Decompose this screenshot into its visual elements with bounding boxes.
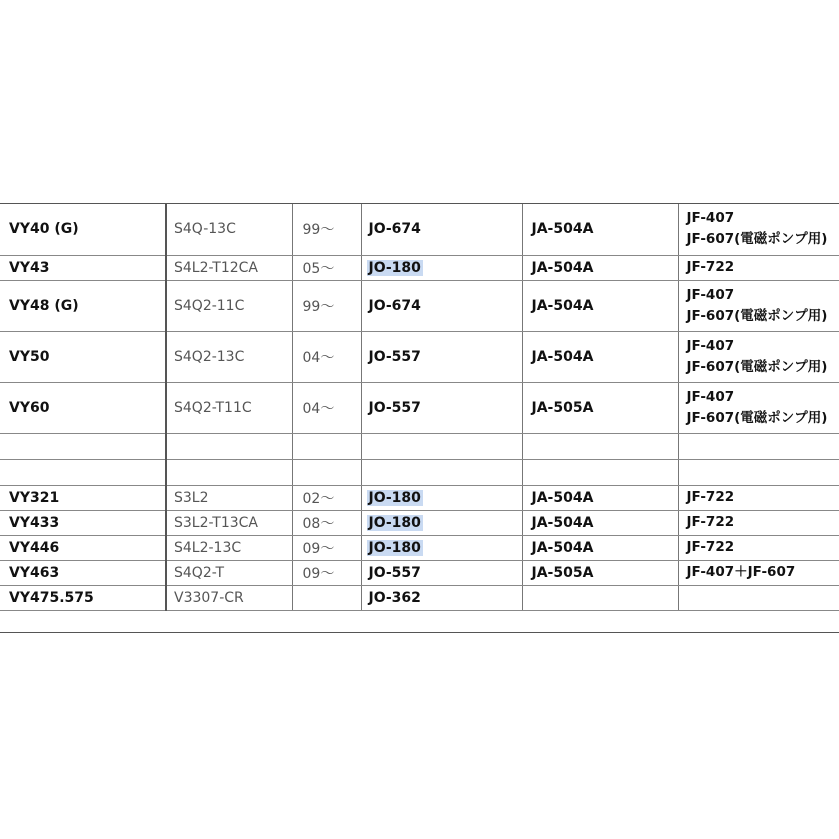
model-cell: VY321	[0, 485, 166, 510]
table-row	[0, 535, 839, 560]
oil-filter-cell	[361, 280, 522, 331]
oil-filter-code: JO-180	[368, 259, 421, 276]
model-cell	[0, 433, 166, 459]
oil-filter-cell	[361, 382, 522, 433]
oil-filter-cell	[361, 255, 522, 280]
air-filter-cell: JA-504A	[522, 535, 678, 560]
table-row	[0, 433, 839, 459]
fuel-filter-code: JF-607(電磁ポンプ用)	[686, 358, 828, 375]
oil-filter-code: JO-180	[368, 489, 421, 506]
oil-filter-code: JO-180	[368, 539, 421, 556]
table-body	[0, 204, 839, 610]
model-cell: VY50	[0, 331, 166, 382]
fuel-filter-code: JF-407＋JF-607	[686, 564, 796, 580]
engine-cell	[166, 459, 292, 485]
fuel-filter-cell	[678, 535, 839, 560]
fuel-filter-code: JF-407	[686, 286, 735, 303]
model-cell: VY463	[0, 560, 166, 585]
parts-table-sheet	[0, 203, 839, 633]
table-row	[0, 560, 839, 585]
table-row	[0, 204, 839, 255]
fuel-filter-cell	[678, 280, 839, 331]
air-filter-cell	[522, 433, 678, 459]
oil-filter-cell	[361, 485, 522, 510]
year-cell: 04～	[292, 382, 361, 433]
air-filter-cell: JA-505A	[522, 560, 678, 585]
table-row	[0, 331, 839, 382]
oil-filter-cell	[361, 510, 522, 535]
air-filter-cell: JA-504A	[522, 331, 678, 382]
air-filter-cell: JA-505A	[522, 382, 678, 433]
engine-cell: S4Q2-13C	[166, 331, 292, 382]
year-cell	[292, 585, 361, 610]
engine-cell: S4Q2-11C	[166, 280, 292, 331]
air-filter-cell: JA-504A	[522, 204, 678, 255]
engine-cell: S4L2-T12CA	[166, 255, 292, 280]
air-filter-cell: JA-504A	[522, 280, 678, 331]
oil-filter-cell	[361, 204, 522, 255]
oil-filter-cell	[361, 331, 522, 382]
table-row	[0, 485, 839, 510]
air-filter-cell: JA-504A	[522, 255, 678, 280]
model-cell: VY40 (G)	[0, 204, 166, 255]
oil-filter-cell	[361, 585, 522, 610]
fuel-filter-code: JF-722	[686, 489, 735, 505]
fuel-filter-code: JF-722	[686, 259, 735, 275]
oil-filter-cell	[361, 560, 522, 585]
year-cell	[292, 433, 361, 459]
oil-filter-cell	[361, 459, 522, 485]
oil-filter-cell	[361, 433, 522, 459]
fuel-filter-cell	[678, 585, 839, 610]
model-cell: VY48 (G)	[0, 280, 166, 331]
fuel-filter-cell	[678, 560, 839, 585]
model-cell	[0, 459, 166, 485]
engine-cell: S4L2-13C	[166, 535, 292, 560]
year-cell: 99～	[292, 280, 361, 331]
table-row	[0, 459, 839, 485]
engine-cell: V3307-CR	[166, 585, 292, 610]
model-cell: VY446	[0, 535, 166, 560]
oil-filter-code: JO-674	[368, 221, 421, 238]
fuel-filter-code: JF-407	[686, 337, 735, 354]
model-cell: VY60	[0, 382, 166, 433]
year-cell: 99～	[292, 204, 361, 255]
oil-filter-code: JO-557	[368, 348, 421, 365]
air-filter-cell: JA-504A	[522, 510, 678, 535]
year-cell	[292, 459, 361, 485]
engine-cell: S4Q2-T	[166, 560, 292, 585]
oil-filter-code: JO-362	[368, 589, 421, 606]
oil-filter-code: JO-557	[368, 399, 421, 416]
fuel-filter-code: JF-607(電磁ポンプ用)	[686, 307, 828, 324]
fuel-filter-cell	[678, 510, 839, 535]
filter-parts-table	[0, 204, 839, 611]
year-cell: 09～	[292, 560, 361, 585]
model-cell: VY475.575	[0, 585, 166, 610]
engine-cell: S3L2	[166, 485, 292, 510]
oil-filter-code: JO-557	[368, 564, 421, 581]
fuel-filter-code: JF-607(電磁ポンプ用)	[686, 409, 828, 426]
engine-cell: S4Q2-T11C	[166, 382, 292, 433]
table-row	[0, 382, 839, 433]
year-cell: 09～	[292, 535, 361, 560]
table-row	[0, 510, 839, 535]
model-cell: VY43	[0, 255, 166, 280]
fuel-filter-code: JF-722	[686, 514, 735, 530]
fuel-filter-code: JF-407	[686, 388, 735, 405]
year-cell: 04～	[292, 331, 361, 382]
table-row	[0, 585, 839, 610]
air-filter-cell: JA-504A	[522, 485, 678, 510]
fuel-filter-cell	[678, 382, 839, 433]
fuel-filter-code: JF-607(電磁ポンプ用)	[686, 231, 828, 248]
engine-cell: S4Q-13C	[166, 204, 292, 255]
oil-filter-code: JO-180	[368, 514, 421, 531]
year-cell: 08～	[292, 510, 361, 535]
engine-cell: S3L2-T13CA	[166, 510, 292, 535]
fuel-filter-cell	[678, 459, 839, 485]
fuel-filter-cell	[678, 485, 839, 510]
fuel-filter-cell	[678, 433, 839, 459]
fuel-filter-code: JF-722	[686, 539, 735, 555]
oil-filter-code: JO-674	[368, 297, 421, 314]
year-cell: 02～	[292, 485, 361, 510]
fuel-filter-cell	[678, 255, 839, 280]
air-filter-cell	[522, 459, 678, 485]
fuel-filter-cell	[678, 204, 839, 255]
air-filter-cell	[522, 585, 678, 610]
table-row	[0, 255, 839, 280]
table-row	[0, 280, 839, 331]
engine-cell	[166, 433, 292, 459]
oil-filter-cell	[361, 535, 522, 560]
fuel-filter-cell	[678, 331, 839, 382]
fuel-filter-code: JF-407	[686, 210, 735, 227]
model-cell: VY433	[0, 510, 166, 535]
year-cell: 05～	[292, 255, 361, 280]
